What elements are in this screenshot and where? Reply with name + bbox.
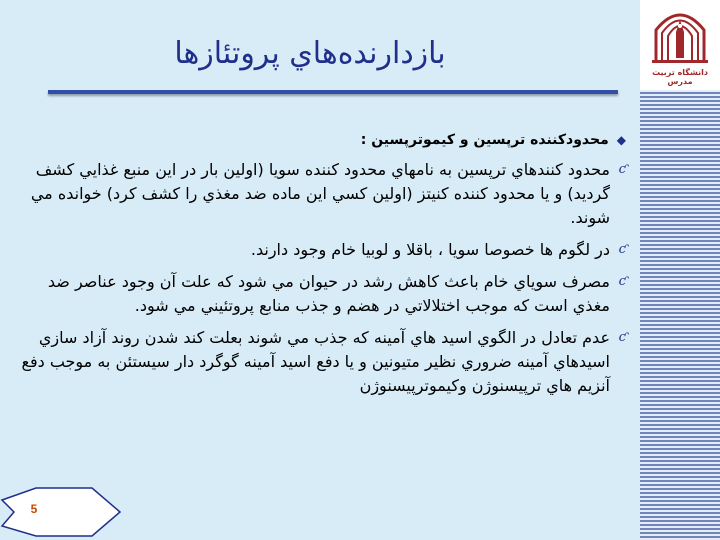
script-bullet-icon: ƈ <box>618 242 626 257</box>
diamond-bullet-icon: ◆ <box>616 133 626 147</box>
university-logo <box>640 0 720 90</box>
logo-text: دانشگاه تربیت مدرس <box>652 68 708 86</box>
list-item <box>18 270 626 318</box>
logo-emblem-icon <box>650 4 710 66</box>
page-number-badge <box>0 486 130 540</box>
script-bullet-icon: ƈ <box>618 162 626 177</box>
list-item <box>18 158 626 230</box>
script-bullet-icon: ƈ <box>618 330 626 345</box>
slide-title: بازدارنده‌هاي پروتئازها <box>174 36 446 71</box>
section-heading-text: محدودکننده ترپسين و کيموترپسين : <box>360 132 609 148</box>
list-item <box>18 238 626 262</box>
list-item <box>18 326 626 398</box>
list-item-text: در لگوم ها خصوصا سويا ، باقلا و لوبيا خام وجود دارند. <box>250 240 610 259</box>
page-number: 5 <box>30 502 38 516</box>
title-divider <box>48 90 618 94</box>
slide-content <box>18 128 626 406</box>
list-item-text: عدم تعادل در الگوي اسيد هاي آمينه که جذب مي شوند بعلت کند شدن روند آزاد سازي اسيدهاي آمينه ضروري نظير متيونين و يا دفع اسيد آمينه گوگرد دار سيستئن به موجب دفع آنزيم هاي ترپيسنوژن وکيموترپيسنوژن <box>21 328 610 395</box>
script-bullet-icon: ƈ <box>618 274 626 289</box>
list-item-text: محدود کنندهاي ترپسين به نامهاي محدود کننده سويا (اولين بار در اين منبع غذايي کشف گرديد) و يا محدود کننده کنيتز (اولين کسي اين ماده ضد مغذي را کشف کرد) خوانده مي شوند. <box>30 160 610 227</box>
list-item-text: مصرف سوياي خام باعث کاهش رشد در حيوان مي شود که علت آن وجود عناصر ضد مغذي است که موجب اختلالاتي در هضم و جذب منابع پروتئيني مي شود. <box>47 272 610 315</box>
section-heading <box>18 128 626 152</box>
